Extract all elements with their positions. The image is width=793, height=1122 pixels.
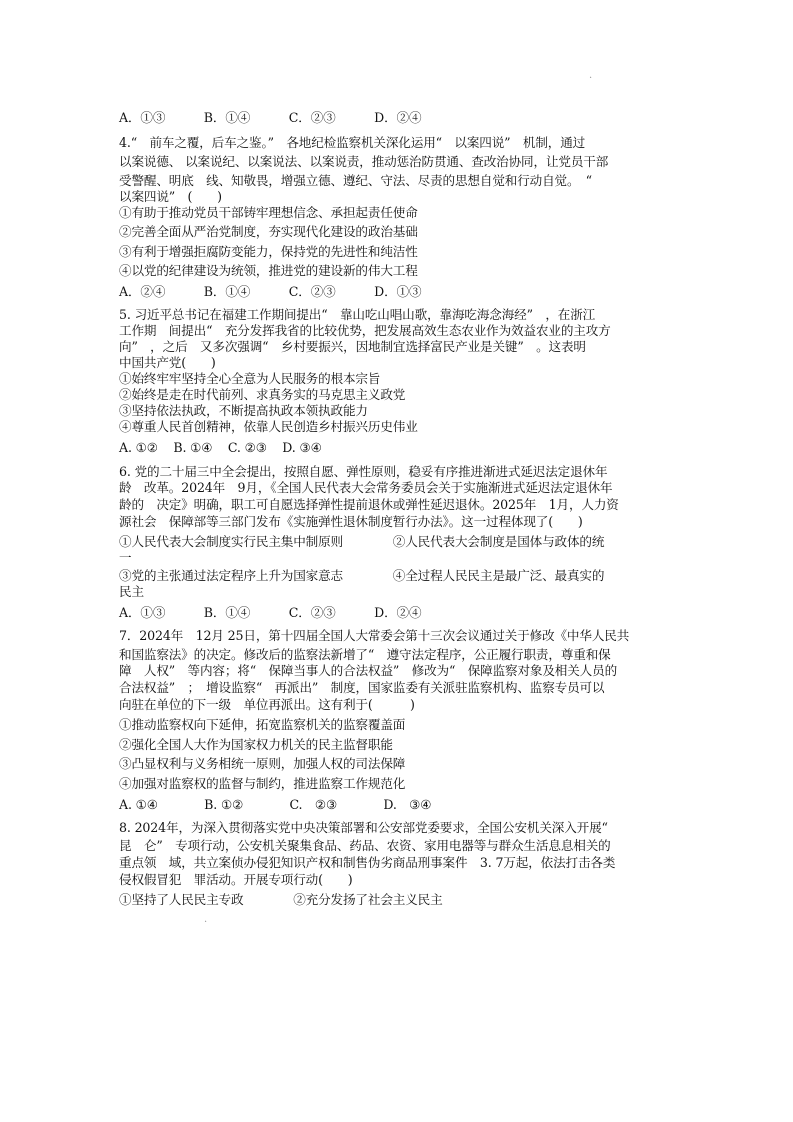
q6-stem-line-1: 6. 党的二十届三中全会提出，按照自愿、弹性原则，稳妥有序推进渐进式延迟法定退休年 — [119, 464, 608, 479]
q8-stem-line-4: 侵权假冒犯 罪活动。开展专项行动( ) — [119, 872, 353, 887]
q5-stem-line-1: 5. 习近平总书记在福建工作期间提出“ 靠山吃山唱山歌，靠海吃海念海经” ，在浙江 — [119, 307, 596, 322]
q5-item-3: ③坚持依法执政，不断提高执政本领执政能力 — [119, 403, 368, 418]
q7-stem-line-1: 7．2024年 12月 25日，第十四届全国人大常委会第十三次会议通过关于修改《中华人民共 — [119, 628, 630, 643]
q5-options: A. ①② B. ①④ C. ②③ D. ③④ — [119, 440, 322, 455]
scan-dot-bottom: . — [204, 914, 208, 925]
q5-stem-line-2: 工作期 间提出“ 充分发挥我省的比较优势，把发展高效生态农业作为效益农业的主攻方 — [119, 323, 611, 338]
q4-stem-line-2: 以案说德、 以案说纪、以案说法、以案说责，推动惩治防贯通、查改治协同，让党员干部 — [119, 154, 609, 169]
q3-options: A．①③ B．①④ C．②③ D．②④ — [119, 110, 422, 125]
q8-stem-line-2: 昆 仑” 专项行动，公安机关聚集食品、药品、农资、家用电器等与群众生活息息相关的 — [119, 838, 611, 853]
q4-item-3: ③有利于增强拒腐防变能力，保持党的先进性和纯洁性 — [119, 244, 418, 259]
scan-dot-top: . — [589, 70, 593, 81]
q7-stem-line-5: 向驻在单位的下一级 单位再派出。这有利于( ) — [119, 697, 415, 712]
q6-item-3-4: ③党的主张通过法定程序上升为国家意志 ④全过程人民民主是最广泛、最真实的 — [119, 568, 605, 583]
q4-options: A．②④ B．①④ C．②③ D．①③ — [119, 284, 422, 299]
q5-item-2: ②始终是走在时代前列、求真务实的马克思主义政党 — [119, 387, 406, 402]
q7-item-1: ①推动监察权向下延伸，拓宽监察机关的监察覆盖面 — [119, 717, 406, 732]
q8-stem-line-1: 8. 2024年，为深入贯彻落实党中央决策部署和公安部党委要求，全国公安机关深入开展“ — [119, 820, 608, 835]
q6-item-2-cont: 一 — [119, 550, 132, 565]
q7-stem-line-4: 合法权益” ； 增设监察“ 再派出” 制度，国家监委有关派驻监察机构、监察专员可以 — [119, 680, 605, 695]
q7-item-4: ④加强对监察权的监督与制约，推进监察工作规范化 — [119, 776, 406, 791]
q4-stem-line-3: 受警醒、明底 线、知敬畏，增强立德、遵纪、守法、尽责的思想自觉和行动自觉。 “ — [119, 173, 592, 188]
q6-options: A．①③ B．①④ C．②③ D．②④ — [119, 605, 422, 620]
q4-stem-line-1: 4.“ 前车之覆，后车之鉴。” 各地纪检监察机关深化运用“ 以案四说” 机制，通过 — [119, 135, 586, 150]
q5-stem-line-4: 中国共产党( ) — [119, 355, 216, 370]
q4-item-4: ④以党的纪律建设为统领，推进党的建设新的伟大工程 — [119, 263, 418, 278]
q6-item-1-2: ①人民代表大会制度实行民主集中制原则 ②人民代表大会制度是国体与政体的统 — [119, 534, 605, 549]
q7-item-2: ②强化全国人大作为国家权力机关的民主监督职能 — [119, 737, 393, 752]
q5-stem-line-3: 向” ，之后 又多次强调“ 乡村要振兴，因地制宜选择富民产业是关键” 。这表明 — [119, 339, 586, 354]
q4-item-2: ②完善全面从严治党制度，夯实现代化建设的政治基础 — [119, 224, 418, 239]
q6-item-4-cont: 民主 — [119, 584, 144, 599]
q4-item-1: ①有助于推动党员干部铸牢理想信念、承担起责任使命 — [119, 205, 418, 220]
q7-stem-line-3: 障 人权” 等内容；将“ 保障当事人的合法权益” 修改为“ 保障监察对象及相关人员的 — [119, 663, 618, 678]
q5-item-4: ④尊重人民首创精神，依靠人民创造乡村振兴历史伟业 — [119, 419, 418, 434]
q7-item-3: ③凸显权利与义务相统一原则，加强人权的司法保障 — [119, 756, 406, 771]
q6-stem-line-2: 龄 改革。2024年 9月，《全国人民代表大会常务委员会关于实施渐进式延迟法定退休年 — [119, 480, 613, 495]
q5-item-1: ①始终牢牢坚持全心全意为人民服务的根本宗旨 — [119, 371, 381, 386]
q7-options: A. ①④ B. ①② C. ②③ D. ③④ — [119, 797, 432, 812]
q7-stem-line-2: 和国监察法》的决定。修改后的监察法新增了“ 遵守法定程序，公正履行职责，尊重和保 — [119, 647, 611, 662]
q8-stem-line-3: 重点领 域，共立案侦办侵犯知识产权和制售伪劣商品刑事案件 3. 7万起，依法打击各类 — [119, 855, 616, 870]
q8-item-1-2: ①坚持了人民民主专政 ②充分发扬了社会主义民主 — [119, 892, 443, 907]
q4-stem-line-4: 以案四说” ( ) — [119, 189, 222, 204]
q6-stem-line-3: 龄的 决定》明确，职工可自愿选择弹性提前退休或弹性延迟退休。2025年 1月，人力资 — [119, 497, 619, 512]
q6-stem-line-4: 源社会 保障部等三部门发布《实施弹性退休制度暂行办法》。这一过程体现了( ) — [119, 514, 583, 529]
